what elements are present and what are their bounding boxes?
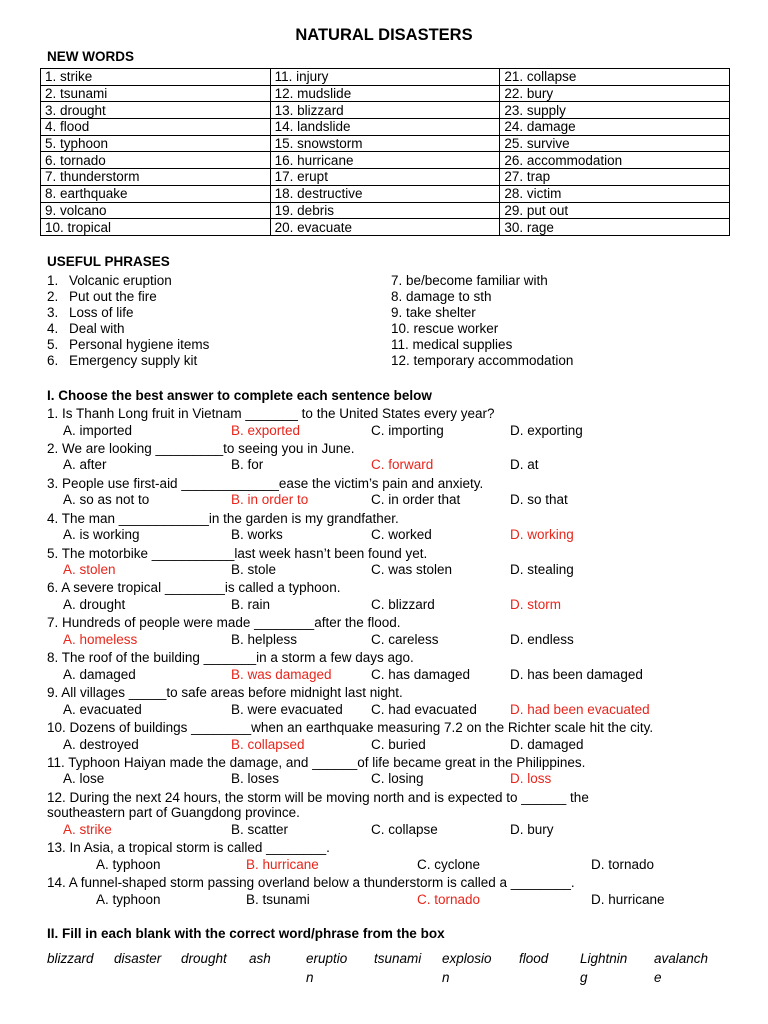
answer-option: A. evacuated — [63, 701, 142, 717]
section-2-heading: II. Fill in each blank with the correct word/phrase from the box — [47, 926, 445, 941]
phrase-text: Personal hygiene items — [69, 337, 210, 352]
answer-options — [47, 422, 747, 440]
phrase-item — [47, 305, 209, 321]
question-text: 14. A funnel-shaped storm passing overland below a thunderstorm is called a ________. — [47, 875, 575, 891]
box-word: eruptio n — [306, 951, 348, 985]
section-1-heading: I. Choose the best answer to complete each sentence below — [47, 388, 432, 403]
phrase-item: 7. be/become familiar with — [391, 273, 548, 288]
phrase-item — [47, 353, 209, 369]
word-cell: 25. survive — [500, 135, 730, 152]
question-text: 10. Dozens of buildings ________when an earthquake measuring 7.2 on the Richter scale hit the city. — [47, 720, 654, 736]
answer-option: B. rain — [231, 596, 271, 612]
word-cell: 1. strike — [41, 69, 271, 86]
word-cell: 9. volcano — [41, 202, 271, 219]
answer-option: B. scatter — [231, 821, 289, 837]
phrase-item — [47, 273, 209, 289]
word-cell: 27. trap — [500, 169, 730, 186]
box-word: tsunami — [374, 951, 422, 966]
phrase-number: 2. — [47, 289, 59, 304]
answer-option: D. at — [510, 457, 539, 473]
phrases-list-left — [47, 273, 209, 369]
phrase-number: 1. — [47, 273, 59, 288]
phrase-item — [47, 321, 209, 337]
phrases-list-right — [391, 273, 573, 369]
correct-answer-option: B. in order to — [231, 492, 309, 508]
answer-option: D. stealing — [510, 562, 574, 578]
answer-option: B. stole — [231, 562, 277, 578]
table-row — [41, 102, 730, 119]
word-cell: 19. debris — [270, 202, 500, 219]
word-cell: 17. erupt — [270, 169, 500, 186]
answer-options — [47, 631, 747, 649]
answer-option: C. importing — [371, 422, 444, 438]
word-cell: 3. drought — [41, 102, 271, 119]
phrase-number: 5. — [47, 337, 59, 352]
answer-option: D. so that — [510, 492, 568, 508]
answer-option: B. tsunami — [246, 891, 310, 907]
phrase-item — [47, 337, 209, 353]
box-word: explosio n — [442, 951, 492, 985]
answer-option: D. damaged — [510, 736, 584, 752]
phrase-text: Put out the fire — [69, 289, 157, 304]
table-row — [41, 152, 730, 169]
answer-option: C. has damaged — [371, 666, 471, 682]
question-text: 7. Hundreds of people were made ________after the flood. — [47, 615, 401, 631]
answer-option: C. in order that — [371, 492, 461, 508]
answer-option: D. tornado — [591, 856, 655, 872]
answer-options — [47, 561, 747, 579]
word-cell: 26. accommodation — [500, 152, 730, 169]
word-cell: 5. typhoon — [41, 135, 271, 152]
answer-option: B. loses — [231, 771, 280, 787]
answer-option: A. imported — [63, 422, 133, 438]
correct-answer-option: B. exported — [231, 422, 301, 438]
phrase-text: Loss of life — [69, 305, 134, 320]
answer-option: C. collapse — [371, 821, 438, 837]
table-row — [41, 219, 730, 236]
answer-option: A. damaged — [63, 666, 136, 682]
correct-answer-option: D. had been evacuated — [510, 701, 650, 717]
question-text: 4. The man ____________in the garden is my grandfather. — [47, 510, 399, 526]
word-cell: 20. evacuate — [270, 219, 500, 236]
word-cell: 6. tornado — [41, 152, 271, 169]
answer-options — [47, 856, 747, 874]
table-row — [41, 185, 730, 202]
word-cell: 30. rage — [500, 219, 730, 236]
word-cell: 22. bury — [500, 85, 730, 102]
answer-option: B. works — [231, 527, 283, 543]
question-text: 3. People use first-aid _____________ease the victim’s pain and anxiety. — [47, 475, 484, 491]
correct-answer-option: A. strike — [63, 821, 112, 837]
correct-answer-option: C. tornado — [417, 891, 481, 907]
phrase-number: 6. — [47, 353, 59, 368]
multiple-choice-questions — [47, 405, 747, 909]
answer-option: A. destroyed — [63, 736, 139, 752]
question-text: 6. A severe tropical ________is called a typhoon. — [47, 580, 341, 596]
phrase-number: 4. — [47, 321, 59, 336]
correct-answer-option: C. forward — [371, 457, 434, 473]
word-cell: 28. victim — [500, 185, 730, 202]
new-words-heading: NEW WORDS — [47, 49, 134, 64]
question-text: 5. The motorbike ___________last week hasn’t been found yet. — [47, 545, 428, 561]
table-row — [41, 135, 730, 152]
answer-option: D. endless — [510, 631, 574, 647]
answer-option: B. for — [231, 457, 264, 473]
answer-options — [47, 770, 747, 788]
word-cell: 12. mudslide — [270, 85, 500, 102]
phrase-item: 8. damage to sth — [391, 289, 492, 304]
phrase-text: Deal with — [69, 321, 125, 336]
question-text: 9. All villages _____to safe areas before midnight last night. — [47, 685, 403, 701]
phrase-number: 3. — [47, 305, 59, 320]
word-cell: 29. put out — [500, 202, 730, 219]
table-row — [41, 202, 730, 219]
answer-option: C. careless — [371, 631, 439, 647]
question-text: 1. Is Thanh Long fruit in Vietnam _______ to the United States every year? — [47, 406, 495, 421]
word-cell: 18. destructive — [270, 185, 500, 202]
word-cell: 2. tsunami — [41, 85, 271, 102]
word-cell: 14. landslide — [270, 119, 500, 136]
box-word: Lightnin g — [580, 951, 628, 985]
box-word: blizzard — [47, 951, 94, 966]
question-text: 12. During the next 24 hours, the storm will be moving north and is expected to ______ the southeastern part of Guangdong province. — [47, 789, 589, 821]
new-words-table — [40, 68, 730, 236]
useful-phrases-heading: USEFUL PHRASES — [47, 254, 170, 269]
answer-options — [47, 666, 747, 684]
phrase-text: Emergency supply kit — [69, 353, 198, 368]
table-row — [41, 69, 730, 86]
box-word: disaster — [114, 951, 162, 966]
answer-option: C. losing — [371, 771, 424, 787]
answer-option: D. bury — [510, 821, 554, 837]
answer-options — [47, 526, 747, 544]
answer-option: A. after — [63, 457, 107, 473]
answer-option: D. hurricane — [591, 891, 665, 907]
question-text: 13. In Asia, a tropical storm is called ________. — [47, 840, 330, 856]
correct-answer-option: B. collapsed — [231, 736, 305, 752]
phrase-item: 12. temporary accommodation — [391, 353, 574, 368]
answer-option: A. drought — [63, 596, 126, 612]
page-title: NATURAL DISASTERS — [295, 26, 473, 44]
answer-option: D. exporting — [510, 422, 583, 438]
box-word: avalanch e — [654, 951, 709, 985]
answer-option: C. blizzard — [371, 596, 435, 612]
word-cell: 7. thunderstorm — [41, 169, 271, 186]
answer-options — [47, 491, 747, 509]
answer-option: A. typhoon — [96, 891, 161, 907]
correct-answer-option: B. hurricane — [246, 856, 319, 872]
box-word: drought — [181, 951, 227, 966]
word-cell: 16. hurricane — [270, 152, 500, 169]
answer-options — [47, 456, 747, 474]
word-cell: 8. earthquake — [41, 185, 271, 202]
answer-option: A. so as not to — [63, 492, 150, 508]
word-cell: 23. supply — [500, 102, 730, 119]
answer-options — [47, 596, 747, 614]
phrase-text: Volcanic eruption — [69, 273, 172, 288]
answer-options — [47, 701, 747, 719]
question-text: 8. The roof of the building _______in a storm a few days ago. — [47, 650, 414, 666]
answer-options — [47, 891, 747, 909]
answer-option: A. is working — [63, 527, 140, 543]
word-cell: 10. tropical — [41, 219, 271, 236]
word-cell: 13. blizzard — [270, 102, 500, 119]
correct-answer-option: B. was damaged — [231, 666, 332, 682]
answer-option: D. has been damaged — [510, 666, 643, 682]
answer-option: B. helpless — [231, 631, 298, 647]
answer-option: C. was stolen — [371, 562, 453, 578]
phrase-item — [47, 289, 209, 305]
question-text: 2. We are looking _________to seeing you in June. — [47, 440, 355, 456]
answer-option: C. worked — [371, 527, 432, 543]
answer-option: B. were evacuated — [231, 701, 343, 717]
box-word: flood — [519, 951, 549, 966]
correct-answer-option: A. stolen — [63, 562, 116, 578]
answer-option: A. lose — [63, 771, 105, 787]
word-cell: 15. snowstorm — [270, 135, 500, 152]
phrase-item: 11. medical supplies — [391, 337, 513, 352]
word-cell: 24. damage — [500, 119, 730, 136]
answer-options — [47, 821, 747, 839]
box-word: ash — [249, 951, 271, 966]
correct-answer-option: D. loss — [510, 771, 552, 787]
correct-answer-option: D. working — [510, 527, 574, 543]
table-row — [41, 169, 730, 186]
word-cell: 4. flood — [41, 119, 271, 136]
table-row — [41, 119, 730, 136]
word-cell: 21. collapse — [500, 69, 730, 86]
correct-answer-option: D. storm — [510, 596, 562, 612]
answer-options — [47, 736, 747, 754]
answer-option: C. buried — [371, 736, 426, 752]
table-row — [41, 85, 730, 102]
answer-option: A. typhoon — [96, 856, 161, 872]
answer-option: C. cyclone — [417, 856, 481, 872]
phrase-item: 9. take shelter — [391, 305, 476, 320]
word-cell: 11. injury — [270, 69, 500, 86]
correct-answer-option: A. homeless — [63, 631, 138, 647]
answer-option: C. had evacuated — [371, 701, 477, 717]
phrase-item: 10. rescue worker — [391, 321, 499, 336]
question-text: 11. Typhoon Haiyan made the damage, and ______of life became great in the Philippines. — [47, 754, 586, 770]
